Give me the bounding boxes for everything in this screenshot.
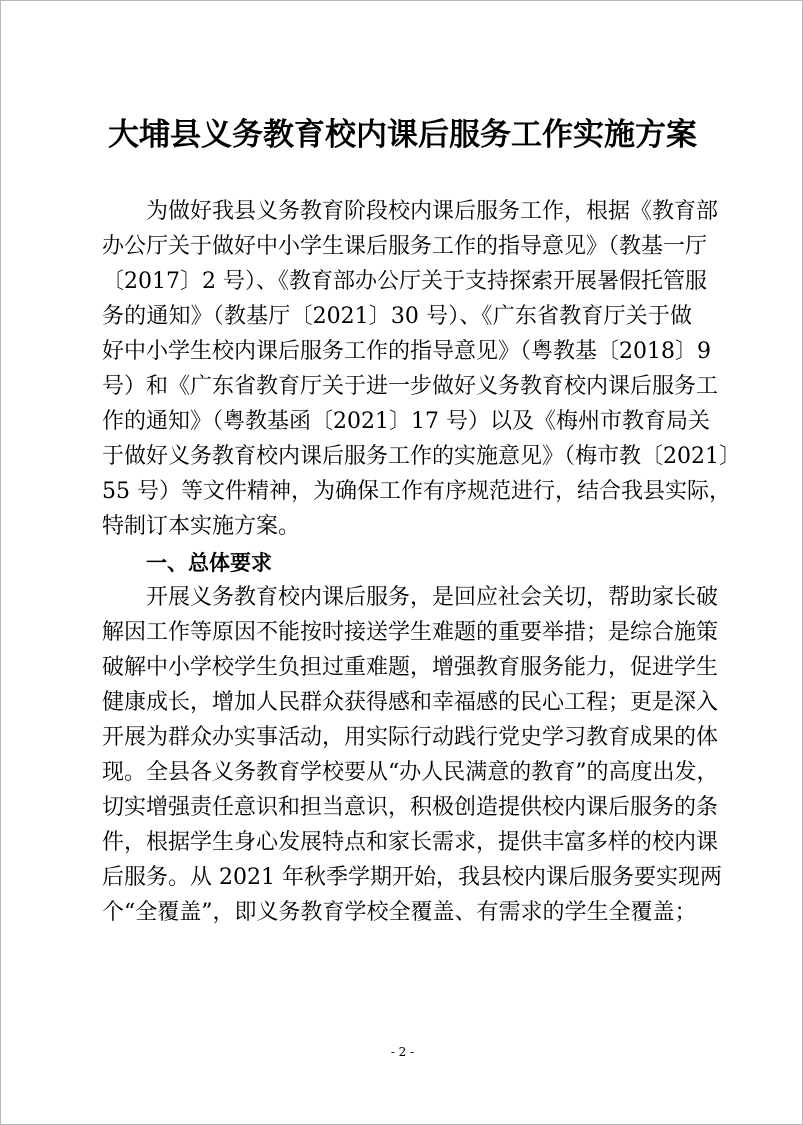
paragraph-1-line-7: 作的通知》（粤教基函〔2021〕17 号）以及《梅州市教育局关 <box>102 409 710 434</box>
document-title: 大埔县义务教育校内课后服务工作实施方案 <box>108 117 697 153</box>
paragraph-1-line-1: 为做好我县义务教育阶段校内课后服务工作，根据《教育部 <box>146 199 719 224</box>
paragraph-2-line-10: 个“全覆盖”，即义务教育学校全覆盖、有需求的学生全覆盖； <box>102 900 697 925</box>
paragraph-2-line-1: 开展义务教育校内课后服务，是回应社会关切，帮助家长破 <box>146 585 719 610</box>
paragraph-1-line-9: 55 号）等文件精神，为确保工作有序规范进行，结合我县实际， <box>102 479 731 504</box>
paragraph-2-line-9: 后服务。从 2021 年秋季学期开始，我县校内课后服务要实现两 <box>102 865 722 890</box>
paragraph-2-line-8: 件，根据学生身心发展特点和家长需求，提供丰富多样的校内课 <box>102 830 719 855</box>
paragraph-2-line-2: 解因工作等原因不能按时接送学生难题的重要举措；是综合施策 <box>102 620 719 645</box>
paragraph-2-line-7: 切实增强责任意识和担当意识，积极创造提供校内课后服务的条 <box>102 795 719 820</box>
paragraph-2-line-4: 健康成长，增加人民群众获得感和幸福感的民心工程；更是深入 <box>102 690 719 715</box>
page-number: - 2 - <box>390 1045 415 1059</box>
paragraph-1-line-2: 办公厅关于做好中小学生课后服务工作的指导意见》（教基一厅 <box>102 234 708 259</box>
paragraph-1-line-6: 号）和《广东省教育厅关于进一步做好义务教育校内课后服务工 <box>102 374 719 399</box>
paragraph-1-line-4: 务的通知》（教基厅〔2021〕30 号）、《广东省教育厅关于做 <box>102 304 692 329</box>
paragraph-1-line-10: 特制订本实施方案。 <box>102 514 301 539</box>
paragraph-1-line-8: 于做好义务教育校内课后服务工作的实施意见》（梅市教〔2021〕 <box>102 444 741 469</box>
paragraph-2-line-3: 破解中小学校学生负担过重难题，增强教育服务能力，促进学生 <box>102 655 719 680</box>
paragraph-1-line-3: 〔2017〕2 号）、《教育部办公厅关于支持探索开展暑假托管服 <box>102 269 707 294</box>
paragraph-2-line-6: 现。全县各义务教育学校要从“办人民满意的教育”的高度出发， <box>102 760 719 785</box>
section-heading-1: 一、总体要求 <box>146 551 272 575</box>
paragraph-1-line-5: 好中小学生校内课后服务工作的指导意见》（粤教基〔2018〕9 <box>102 339 711 364</box>
paragraph-2-line-5: 开展为群众办实事活动，用实际行动践行党史学习教育成果的体 <box>102 725 719 750</box>
